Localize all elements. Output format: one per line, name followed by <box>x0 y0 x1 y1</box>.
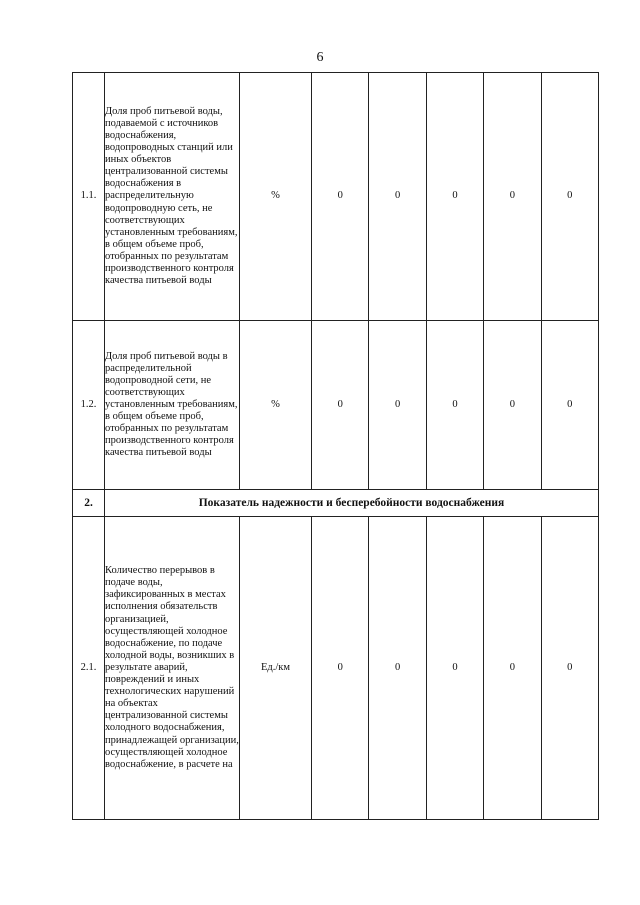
row-value: 0 <box>541 517 598 820</box>
row-unit: % <box>240 73 312 321</box>
row-value: 0 <box>369 517 426 820</box>
section-title: Показатель надежности и бесперебойности водоснабжения <box>105 490 599 517</box>
row-description: Доля проб питьевой воды в распределительной водопроводной сети, не соответствующих установленным требованиям, в общем объеме проб, отобранных по результатам производственного контроля качества питьевой воды <box>105 321 240 490</box>
table-row <box>73 517 599 820</box>
row-value: 0 <box>426 321 483 490</box>
row-unit: Ед./км <box>240 517 312 820</box>
row-value: 0 <box>312 321 369 490</box>
row-value: 0 <box>484 321 541 490</box>
row-description: Доля проб питьевой воды, подаваемой с источников водоснабжения, водопроводных станций или иных объектов централизованной системы водоснабжения в распределительную водопроводную сеть, не соответствующих установленным требованиям, в общем объеме проб, отобранных по результатам производственного контроля качества питьевой воды <box>105 73 240 321</box>
page-number: 6 <box>316 50 324 65</box>
row-value: 0 <box>484 517 541 820</box>
row-value: 0 <box>426 517 483 820</box>
row-value: 0 <box>541 321 598 490</box>
row-value: 0 <box>312 73 369 321</box>
row-value: 0 <box>369 73 426 321</box>
row-unit: % <box>240 321 312 490</box>
table-row <box>73 321 599 490</box>
row-value: 0 <box>369 321 426 490</box>
table-row <box>73 73 599 321</box>
row-value: 0 <box>484 73 541 321</box>
row-number: 1.1. <box>73 73 105 321</box>
row-value: 0 <box>541 73 598 321</box>
row-value: 0 <box>426 73 483 321</box>
row-description: Количество перерывов в подаче воды, зафиксированных в местах исполнения обязательств организацией, осуществляющей холодное водоснабжение, по подаче холодной воды, возникших в результате аварий, повреждений и иных технологических нарушений на объектах централизованной системы холодного водоснабжения, принадлежащей организации, осуществляющей холодное водоснабжение, в расчете на <box>105 517 240 820</box>
row-number: 1.2. <box>73 321 105 490</box>
section-row <box>73 490 599 517</box>
row-value: 0 <box>312 517 369 820</box>
row-number: 2.1. <box>73 517 105 820</box>
indicators-table <box>72 72 599 820</box>
section-number: 2. <box>73 490 105 517</box>
